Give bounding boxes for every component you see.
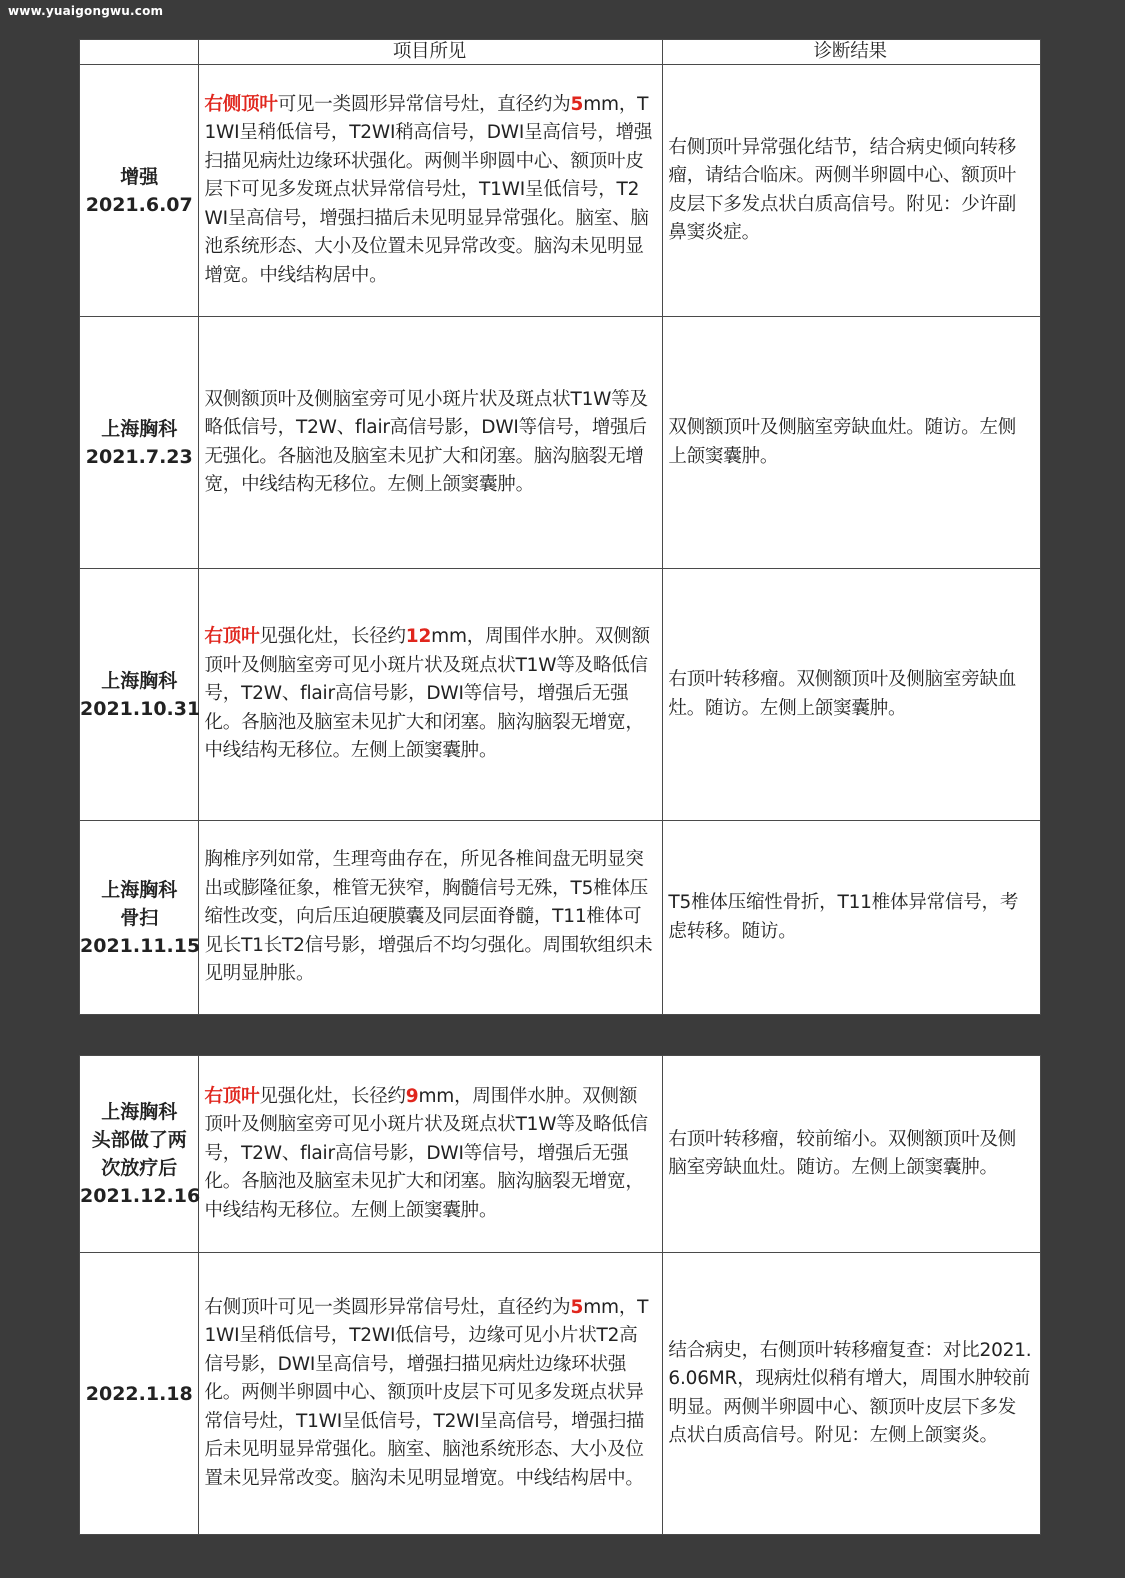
highlight-text: 12 <box>405 626 432 648</box>
row-label-line: 2022.1.18 <box>85 1382 193 1405</box>
row-diagnosis: 双侧额顶叶及侧脑室旁缺血灶。随访。左侧上颌窦囊肿。 <box>663 317 1041 569</box>
row-label-line: 2021.6.07 <box>85 193 193 216</box>
row-label-line: 2021.12.16 <box>80 1185 201 1207</box>
row-label-line: 上海胸科 <box>101 669 178 692</box>
row-label-line: 上海胸科 <box>101 878 178 901</box>
table-header <box>80 40 1041 65</box>
row-findings <box>199 65 663 317</box>
header-diagnosis: 诊断结果 <box>663 40 1041 65</box>
findings-text: 见强化灶，长径约 <box>259 626 406 648</box>
row-label <box>80 821 199 1015</box>
table-row <box>80 1056 1041 1253</box>
row-label-line: 2021.10.31 <box>80 697 201 720</box>
row-findings <box>199 317 663 569</box>
findings-text: mm，T1WI呈稍低信号，T2WI低信号，边缘可见小片状T2高信号影，DWI呈高信号，增强扫描见病灶边缘环状强化。两侧半卵圆中心、额顶叶皮层下可见多发斑点状异常信号灶，T1WI呈低信号，T2WI呈高信号，增强扫描后未见明显异常强化。脑室、脑池系统形态、大小及位置未见异常改变。脑沟未见明显增宽。中线结构居中。 <box>204 1296 649 1489</box>
findings-text: mm，周围伴水肿。双侧额顶叶及侧脑室旁可见小斑片状及斑点状T1W等及略低信号，T2W、flair高信号影，DWI等信号，增强后无强化。各脑池及脑室未见扩大和闭塞。脑沟脑裂无增宽，中线结构无移位。左侧上颌窦囊肿。 <box>204 626 650 762</box>
table-row <box>80 317 1041 569</box>
row-label <box>80 1253 199 1535</box>
findings-text: 可见一类圆形异常信号灶，直径约为 <box>277 93 571 115</box>
highlight-text: 右侧顶叶 <box>204 93 278 115</box>
row-label-line: 次放疗后 <box>101 1157 178 1179</box>
row-diagnosis: 右顶叶转移瘤。双侧额顶叶及侧脑室旁缺血灶。随访。左侧上颌窦囊肿。 <box>663 569 1041 821</box>
row-label <box>80 317 199 569</box>
findings-text: 见强化灶，长径约 <box>259 1085 406 1107</box>
report-table-2 <box>79 1055 1041 1535</box>
highlight-text: 右顶叶 <box>204 1085 260 1107</box>
table-row <box>80 1253 1041 1535</box>
table-row <box>80 569 1041 821</box>
row-label-line: 上海胸科 <box>101 417 178 440</box>
row-diagnosis: 右顶叶转移瘤，较前缩小。双侧额顶叶及侧脑室旁缺血灶。随访。左侧上颌窦囊肿。 <box>663 1056 1041 1253</box>
highlight-text: 右顶叶 <box>204 626 260 648</box>
row-label-line: 2021.7.23 <box>85 445 193 468</box>
row-label <box>80 1056 199 1253</box>
table-row <box>80 65 1041 317</box>
row-findings <box>199 1056 663 1253</box>
report-table-1 <box>79 39 1041 1015</box>
row-label <box>80 65 199 317</box>
highlight-text: 5 <box>570 1296 584 1318</box>
row-label-line: 骨扫 <box>120 906 159 929</box>
table-row <box>80 821 1041 1015</box>
row-findings <box>199 1253 663 1535</box>
row-label-line: 头部做了两 <box>91 1129 187 1151</box>
header-label-cell <box>80 40 199 65</box>
row-diagnosis: T5椎体压缩性骨折，T11椎体异常信号，考虑转移。随访。 <box>663 821 1041 1015</box>
findings-text: 胸椎序列如常，生理弯曲存在，所见各椎间盘无明显突出或膨隆征象，椎管无狭窄，胸髓信号无殊，T5椎体压缩性改变，向后压迫硬膜囊及同层面脊髓，T11椎体可见长T1长T2信号影，增强后不均匀强化。周围软组织未见明显肿胀。 <box>204 849 653 985</box>
row-label-line: 上海胸科 <box>101 1101 178 1123</box>
row-label-line: 2021.11.15 <box>80 934 201 957</box>
highlight-text: 9 <box>405 1085 419 1107</box>
watermark: www.yuaigongwu.com <box>8 4 164 18</box>
findings-text: 双侧额顶叶及侧脑室旁可见小斑片状及斑点状T1W等及略低信号，T2W、flair高信号影，DWI等信号，增强后无强化。各脑池及脑室未见扩大和闭塞。脑沟脑裂无增宽，中线结构无移位。左侧上颌窦囊肿。 <box>204 388 648 495</box>
header-findings: 项目所见 <box>199 40 663 65</box>
row-label-line: 增强 <box>120 165 159 188</box>
row-findings <box>199 821 663 1015</box>
row-diagnosis: 结合病史，右侧顶叶转移瘤复查：对比2021.6.06MR，现病灶似稍有增大，周围水肿较前明显。两侧半卵圆中心、额顶叶皮层下多发点状白质高信号。附见：左侧上颌窦炎。 <box>663 1253 1041 1535</box>
findings-text: mm，周围伴水肿。双侧额顶叶及侧脑室旁可见小斑片状及斑点状T1W等及略低信号，T2W、flair高信号影，DWI等信号，增强后无强化。各脑池及脑室未见扩大和闭塞。脑沟脑裂无增宽，中线结构无移位。左侧上颌窦囊肿。 <box>204 1085 648 1221</box>
row-diagnosis: 右侧顶叶异常强化结节，结合病史倾向转移瘤，请结合临床。两侧半卵圆中心、额顶叶皮层下多发点状白质高信号。附见：少许副鼻窦炎症。 <box>663 65 1041 317</box>
row-label <box>80 569 199 821</box>
findings-text: mm，T1WI呈稍低信号，T2WI稍高信号，DWI呈高信号，增强扫描见病灶边缘环状强化。两侧半卵圆中心、额顶叶皮层下可见多发斑点状异常信号灶，T1WI呈低信号，T2WI呈高信号，增强扫描后未见明显异常强化。脑室、脑池系统形态、大小及位置未见异常改变。脑沟未见明显增宽。中线结构居中。 <box>204 93 653 286</box>
findings-text: 右侧顶叶可见一类圆形异常信号灶，直径约为 <box>204 1296 571 1318</box>
row-findings <box>199 569 663 821</box>
highlight-text: 5 <box>570 93 584 115</box>
